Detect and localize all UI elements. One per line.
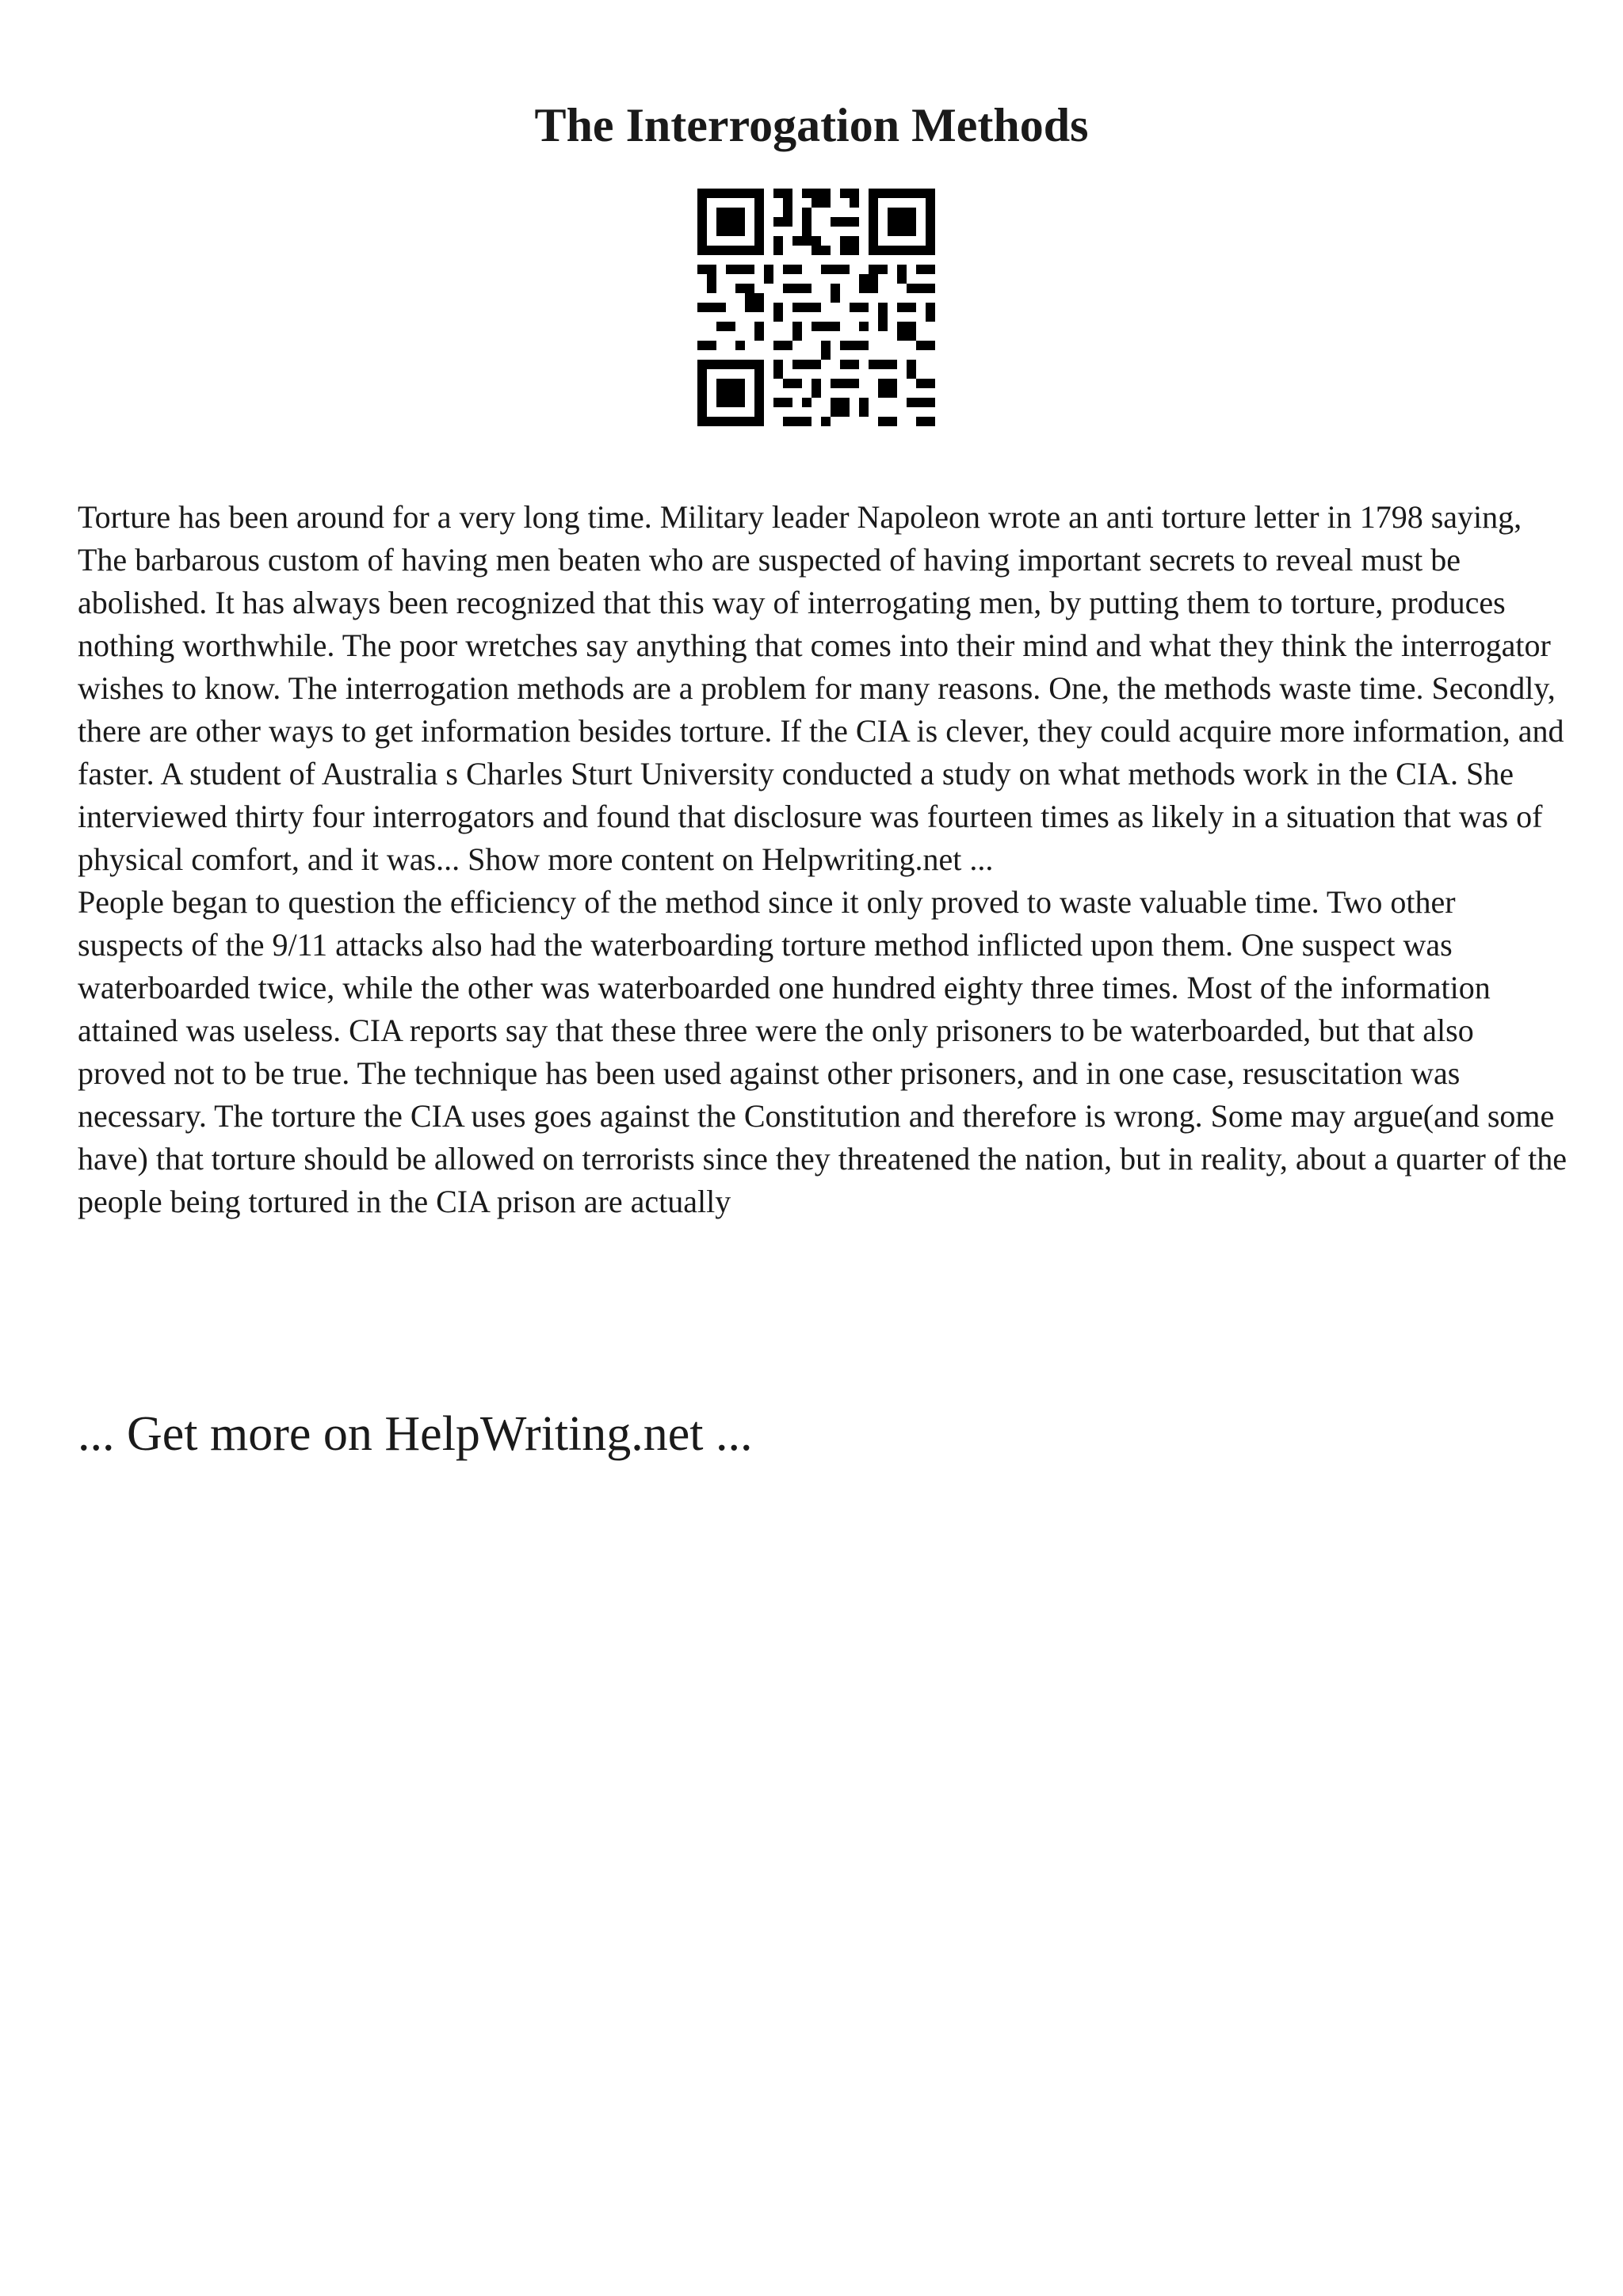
paragraph-1: Torture has been around for a very long time. Military leader Napoleon wrote an anti torture letter in 1798 saying, The barbarous custom of having men beaten who are suspected of having important secrets to reveal must be abolished. It has always been recognized that this way of interrogating men, by putting them to torture, produces nothing worthwhile. The poor wretches say anything that comes into their mind and what they think the interrogator wishes to know. The interrogation methods are a problem for many reasons. One, the methods waste time. Secondly, there are other ways to get information besides torture. If the CIA is clever, they could acquire more information, and faster. A student of Australia s Charles Sturt University conducted a study on what methods work in the CIA. She interviewed thirty four interrogators and found that disclosure was fourteen times as likely in a situation that was of physical comfort, and it was... Show more content on Helpwriting.net ... bbox=[78, 499, 1564, 877]
get-more-link[interactable]: ... Get more on HelpWriting.net ... bbox=[78, 1407, 753, 1461]
article-body bbox=[78, 496, 1568, 1223]
qr-code-icon bbox=[697, 189, 935, 426]
paragraph-2: People began to question the efficiency of the method since it only proved to waste valuable time. Two other suspects of the 9/11 attacks also had the waterboarding torture method inflicted upon them. One suspect was waterboarded twice, while the other was waterboarded one hundred eighty three times. Most of the information attained was useless. CIA reports say that these three were the only prisoners to be waterboarded, but that also proved not to be true. The technique has been used against other prisoners, and in one case, resuscitation was necessary. The torture the CIA uses goes against the Constitution and therefore is wrong. Some may argue(and some have) that torture should be allowed on terrorists since they threatened the nation, but in reality, about a quarter of the people being tortured in the CIA prison are actually bbox=[78, 884, 1568, 1219]
page-title: The Interrogation Methods bbox=[534, 99, 1089, 151]
